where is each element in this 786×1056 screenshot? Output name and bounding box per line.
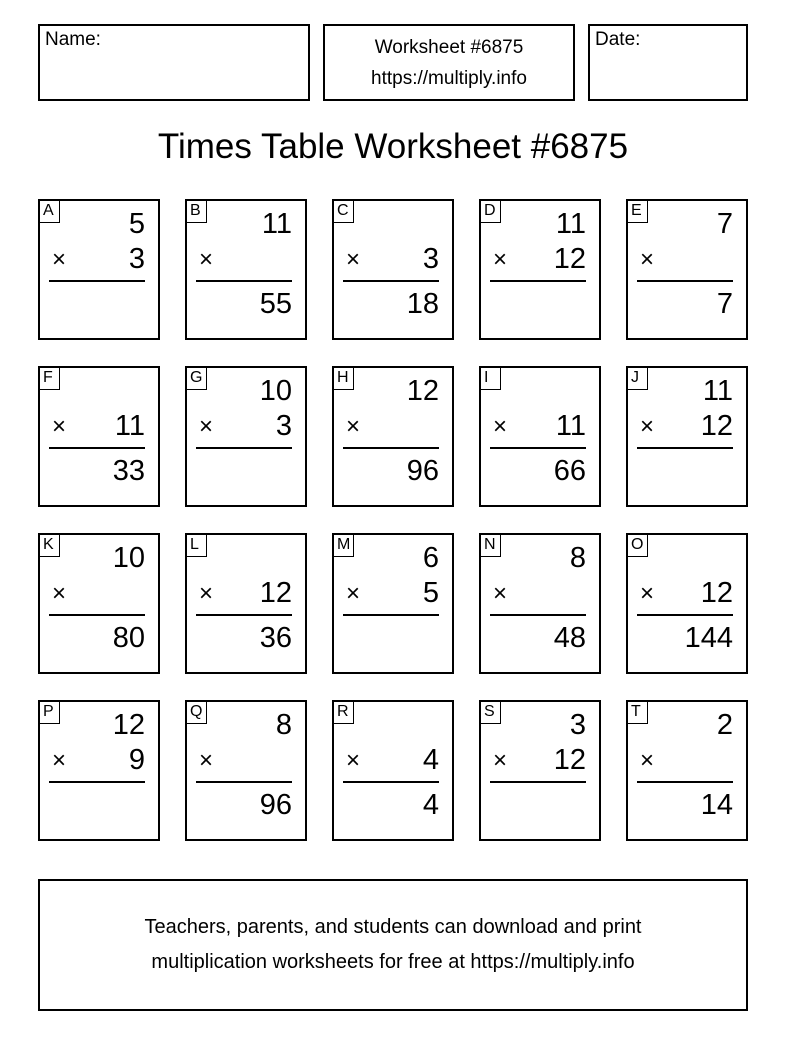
top-factor: 7 — [716, 208, 733, 240]
answer-line — [343, 280, 439, 282]
top-factor: 6 — [422, 542, 439, 574]
answer-line — [490, 280, 586, 282]
answer-line — [637, 447, 733, 449]
problem-letter: B — [187, 201, 207, 223]
times-sign: × — [346, 580, 361, 607]
name-label: Name: — [45, 29, 101, 50]
problem-card — [479, 199, 601, 340]
problem-letter: L — [187, 535, 207, 557]
bottom-factor: 3 — [275, 410, 292, 442]
problem-letter: P — [40, 702, 60, 724]
answer-line — [196, 614, 292, 616]
bottom-factor: 11 — [114, 410, 145, 442]
problem-card — [185, 533, 307, 674]
bottom-factor: 5 — [422, 577, 439, 609]
problem-card — [626, 366, 748, 507]
answer-line — [490, 447, 586, 449]
product: 96 — [259, 789, 292, 821]
problem-letter: R — [334, 702, 354, 724]
page-title: Times Table Worksheet #6875 — [157, 127, 629, 166]
answer-line — [490, 781, 586, 783]
answer-line — [343, 447, 439, 449]
bottom-factor: 11 — [555, 410, 586, 442]
top-factor: 12 — [406, 375, 439, 407]
bottom-factor: 12 — [700, 577, 733, 609]
times-sign: × — [199, 413, 214, 440]
problem-card — [38, 700, 160, 841]
times-sign: × — [640, 747, 655, 774]
product: 7 — [716, 288, 733, 320]
problem-letter: I — [481, 368, 501, 390]
problem-card — [626, 199, 748, 340]
problem-card — [479, 533, 601, 674]
times-sign: × — [346, 246, 361, 273]
answer-line — [196, 280, 292, 282]
answer-line — [49, 280, 145, 282]
top-factor: 3 — [569, 709, 586, 741]
problem-card — [185, 199, 307, 340]
product: 55 — [259, 288, 292, 320]
problem-letter: C — [334, 201, 354, 223]
top-factor: 11 — [555, 208, 586, 240]
top-factor: 2 — [716, 709, 733, 741]
times-sign: × — [52, 580, 67, 607]
times-sign: × — [199, 246, 214, 273]
product: 18 — [406, 288, 439, 320]
product: 4 — [422, 789, 439, 821]
bottom-factor: 9 — [128, 744, 145, 776]
bottom-factor: 3 — [128, 243, 145, 275]
times-sign: × — [640, 413, 655, 440]
problem-letter: G — [187, 368, 207, 390]
top-factor: 8 — [569, 542, 586, 574]
problem-letter: T — [628, 702, 648, 724]
product: 66 — [553, 455, 586, 487]
top-factor: 12 — [112, 709, 145, 741]
product: 14 — [700, 789, 733, 821]
product: 144 — [684, 622, 733, 654]
problem-letter: F — [40, 368, 60, 390]
top-factor: 10 — [259, 375, 292, 407]
bottom-factor: 4 — [422, 744, 439, 776]
times-sign: × — [493, 413, 508, 440]
top-factor: 11 — [702, 375, 733, 407]
product: 80 — [112, 622, 145, 654]
answer-line — [637, 614, 733, 616]
answer-line — [490, 614, 586, 616]
times-sign: × — [493, 246, 508, 273]
bottom-factor: 3 — [422, 243, 439, 275]
problem-letter: M — [334, 535, 354, 557]
answer-line — [49, 447, 145, 449]
site-url: https://multiply.info — [371, 67, 527, 89]
problem-letter: S — [481, 702, 501, 724]
top-factor: 11 — [261, 208, 292, 240]
problem-letter: A — [40, 201, 60, 223]
problem-card — [38, 366, 160, 507]
answer-line — [343, 781, 439, 783]
answer-line — [343, 614, 439, 616]
times-sign: × — [493, 580, 508, 607]
answer-line — [637, 781, 733, 783]
product: 48 — [553, 622, 586, 654]
product: 33 — [112, 455, 145, 487]
bottom-factor: 12 — [259, 577, 292, 609]
answer-line — [196, 447, 292, 449]
top-factor: 10 — [112, 542, 145, 574]
date-label: Date: — [595, 29, 641, 50]
problem-letter: J — [628, 368, 648, 390]
answer-line — [637, 280, 733, 282]
problem-card — [38, 199, 160, 340]
answer-line — [49, 614, 145, 616]
name-box — [38, 24, 310, 101]
times-sign: × — [640, 580, 655, 607]
worksheet-id-box — [323, 24, 575, 101]
problem-card — [626, 700, 748, 841]
problem-letter: O — [628, 535, 648, 557]
problem-card — [332, 533, 454, 674]
problem-card — [185, 366, 307, 507]
problem-letter: N — [481, 535, 501, 557]
bottom-factor: 12 — [700, 410, 733, 442]
problem-letter: D — [481, 201, 501, 223]
problem-card — [626, 533, 748, 674]
answer-line — [49, 781, 145, 783]
times-sign: × — [52, 246, 67, 273]
times-sign: × — [346, 413, 361, 440]
top-factor: 8 — [275, 709, 292, 741]
footer-line-2: multiplication worksheets for free at https://multiply.info — [151, 951, 635, 973]
problem-card — [38, 533, 160, 674]
problem-card — [332, 366, 454, 507]
problem-letter: H — [334, 368, 354, 390]
footer-line-1: Teachers, parents, and students can download and print — [144, 916, 642, 938]
times-sign: × — [199, 747, 214, 774]
bottom-factor: 12 — [553, 744, 586, 776]
top-factor: 5 — [128, 208, 145, 240]
answer-line — [196, 781, 292, 783]
problem-card — [185, 700, 307, 841]
problem-letter: K — [40, 535, 60, 557]
times-sign: × — [346, 747, 361, 774]
times-sign: × — [640, 246, 655, 273]
problem-letter: E — [628, 201, 648, 223]
problem-card — [332, 700, 454, 841]
times-sign: × — [52, 413, 67, 440]
problem-card — [479, 700, 601, 841]
times-sign: × — [493, 747, 508, 774]
footer-box — [38, 879, 748, 1011]
times-sign: × — [199, 580, 214, 607]
bottom-factor: 12 — [553, 243, 586, 275]
problem-letter: Q — [187, 702, 207, 724]
problem-card — [479, 366, 601, 507]
times-sign: × — [52, 747, 67, 774]
problem-card — [332, 199, 454, 340]
product: 36 — [259, 622, 292, 654]
date-box — [588, 24, 748, 101]
worksheet-number: Worksheet #6875 — [374, 36, 524, 58]
product: 96 — [406, 455, 439, 487]
